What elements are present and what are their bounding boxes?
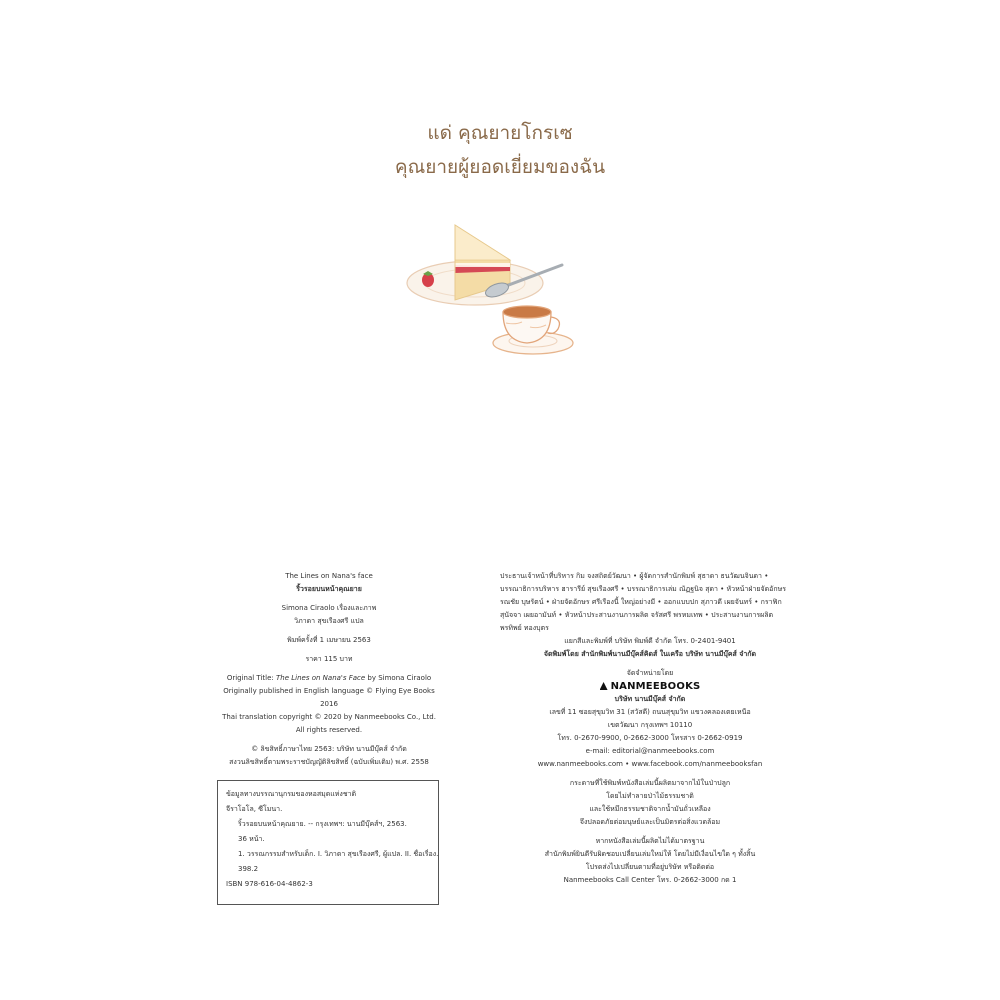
env-note-3: และใช้หมึกธรรมชาติจากน้ำมันถั่วเหลือง	[589, 805, 711, 813]
copyright-act: สงวนลิขสิทธิ์ตามพระราชบัญญัติลิขสิทธิ์ (ฉบับเพิ่มเติม) พ.ศ. 2558	[229, 758, 429, 766]
printer-info: แยกสีและพิมพ์ที่ บริษัท พิมพ์ดี จำกัด โทร. 0-2401-9401	[564, 637, 736, 645]
return-note-3: โปรดส่งไปเปลี่ยนตามที่อยู่บริษัท หรือติดต่อ	[585, 863, 715, 871]
author-credit: Simona Ciraolo เรื่องและภาพ	[281, 604, 377, 612]
original-title-line: Original Title: The Lines on Nana's Face by Simona Ciraolo	[226, 674, 432, 682]
price: ราคา 115 บาท	[305, 655, 353, 663]
staff-line-2: บรรณาธิการบริหาร ฮารารีย์ สุขเรืองศรี • บรรณาธิการเล่ม ณัฏฐนิจ สุดา • หัวหน้าฝ่ายจัดอักษร	[500, 585, 786, 593]
original-publication: Originally published in English language © Flying Eye Books 2016	[223, 687, 435, 708]
web-links: www.nanmeebooks.com • www.facebook.com/nanmeebooksfan	[537, 760, 763, 768]
cake-and-tea-illustration	[400, 205, 580, 365]
return-note-1: หากหนังสือเล่มนี้ผลิตไม่ได้มาตรฐาน	[595, 837, 705, 845]
dedication-line-1: แด่ คุณยายโกรเซ	[427, 122, 573, 144]
cip-isbn: ISBN 978-616-04-4862-3	[226, 880, 313, 888]
title-thai: ริ้วรอยบนหน้าคุณยาย	[296, 585, 362, 593]
imprint-left-column	[218, 570, 440, 769]
logo-mark-icon	[600, 682, 608, 690]
distributor-label: จัดจำหน่ายโดย	[626, 669, 674, 677]
cip-author: จีราโอโล, ซีโมนา.	[226, 805, 283, 813]
staff-line-3: รณชัย บุษรัตน์ • ฝ่ายจัดอักษร ศรีเรืองนี้ ใหญ่อย่างมี • ออกแบบปก สุภาวดี เผยจันทร์ • กราฟิก	[500, 598, 782, 606]
staff-line-5: พรทิพย์ ทองบุตร	[500, 624, 549, 632]
title-english: The Lines on Nana's face	[285, 572, 373, 580]
address-line-1: เลขที่ 11 ซอยสุขุมวิท 31 (สวัสดี) ถนนสุขุมวิท แขวงคลองเตยเหนือ	[549, 708, 751, 716]
imprint-right-column	[500, 570, 800, 887]
cip-pages: 36 หน้า.	[238, 835, 265, 843]
staff-line-4: สุนัจจา เผยอามันท์ • หัวหน้าประสานงานการผลิต จรัสศรี พรหมเทพ • ประสานงานการผลิต	[500, 611, 774, 619]
env-note-1: กระดาษที่ใช้พิมพ์หนังสือเล่มนี้ผลิตมาจากไม้ในป่าปลูก	[569, 779, 731, 787]
phone-info: โทร. 0-2670-9900, 0-2662-3000 โทรสาร 0-2662-0919	[557, 734, 743, 742]
rights-reserved: All rights reserved.	[295, 726, 363, 734]
cip-class: 398.2	[238, 865, 259, 873]
thai-copyright: © ลิขสิทธิ์ภาษาไทย 2563: บริษัท นานมีบุ๊คส์ จำกัด	[251, 745, 407, 753]
staff-line-1: ประธานเจ้าหน้าที่บริหาร กิม จงสถิตย์วัฒนา • ผู้จัดการสำนักพิมพ์ สุธาดา ธนวัฒนจินดา •	[500, 572, 769, 580]
address-line-2: เขตวัฒนา กรุงเทพฯ 10110	[607, 721, 693, 729]
cip-subjects: 1. วรรณกรรมสำหรับเด็ก. I. วิภาดา สุขเรืองศรี, ผู้แปล. II. ชื่อเรื่อง.	[238, 850, 439, 858]
cip-title: ริ้วรอยบนหน้าคุณยาย. -- กรุงเทพฯ: นานมีบุ๊คส์ฯ, 2563.	[238, 820, 407, 828]
env-note-4: จึงปลอดภัยต่อมนุษย์และเป็นมิตรต่อสิ่งแวดล้อม	[579, 818, 721, 826]
translator-credit: วิภาดา สุขเรืองศรี แปล	[294, 617, 364, 625]
cataloging-box	[217, 780, 439, 905]
translation-copyright: Thai translation copyright © 2020 by Nanmeebooks Co., Ltd.	[222, 713, 436, 721]
env-note-2: โดยไม่ทำลายป่าไม้ธรรมชาติ	[606, 792, 694, 800]
return-note-2: สำนักพิมพ์ยินดีรับผิดชอบเปลี่ยนเล่มใหม่ให้ โดยไม่มีเงื่อนไขใด ๆ ทั้งสิ้น	[544, 850, 756, 858]
email-info: e-mail: editorial@nanmeebooks.com	[585, 747, 715, 755]
company-name: บริษัท นานมีบุ๊คส์ จำกัด	[614, 695, 686, 703]
dedication-line-2: คุณยายผู้ยอดเยี่ยมของฉัน	[394, 156, 606, 178]
nanmeebooks-logo: NANMEEBOOKS	[500, 680, 800, 693]
cip-heading: ข้อมูลทางบรรณานุกรมของหอสมุดแห่งชาติ	[226, 790, 357, 798]
publisher-info: จัดพิมพ์โดย สำนักพิมพ์นานมีบุ๊คส์คิดส์ ในเครือ บริษัท นานมีบุ๊คส์ จำกัด	[543, 650, 757, 658]
call-center: Nanmeebooks Call Center โทร. 0-2662-3000 กด 1	[563, 876, 737, 884]
printing-info: พิมพ์ครั้งที่ 1 เมษายน 2563	[287, 636, 371, 644]
